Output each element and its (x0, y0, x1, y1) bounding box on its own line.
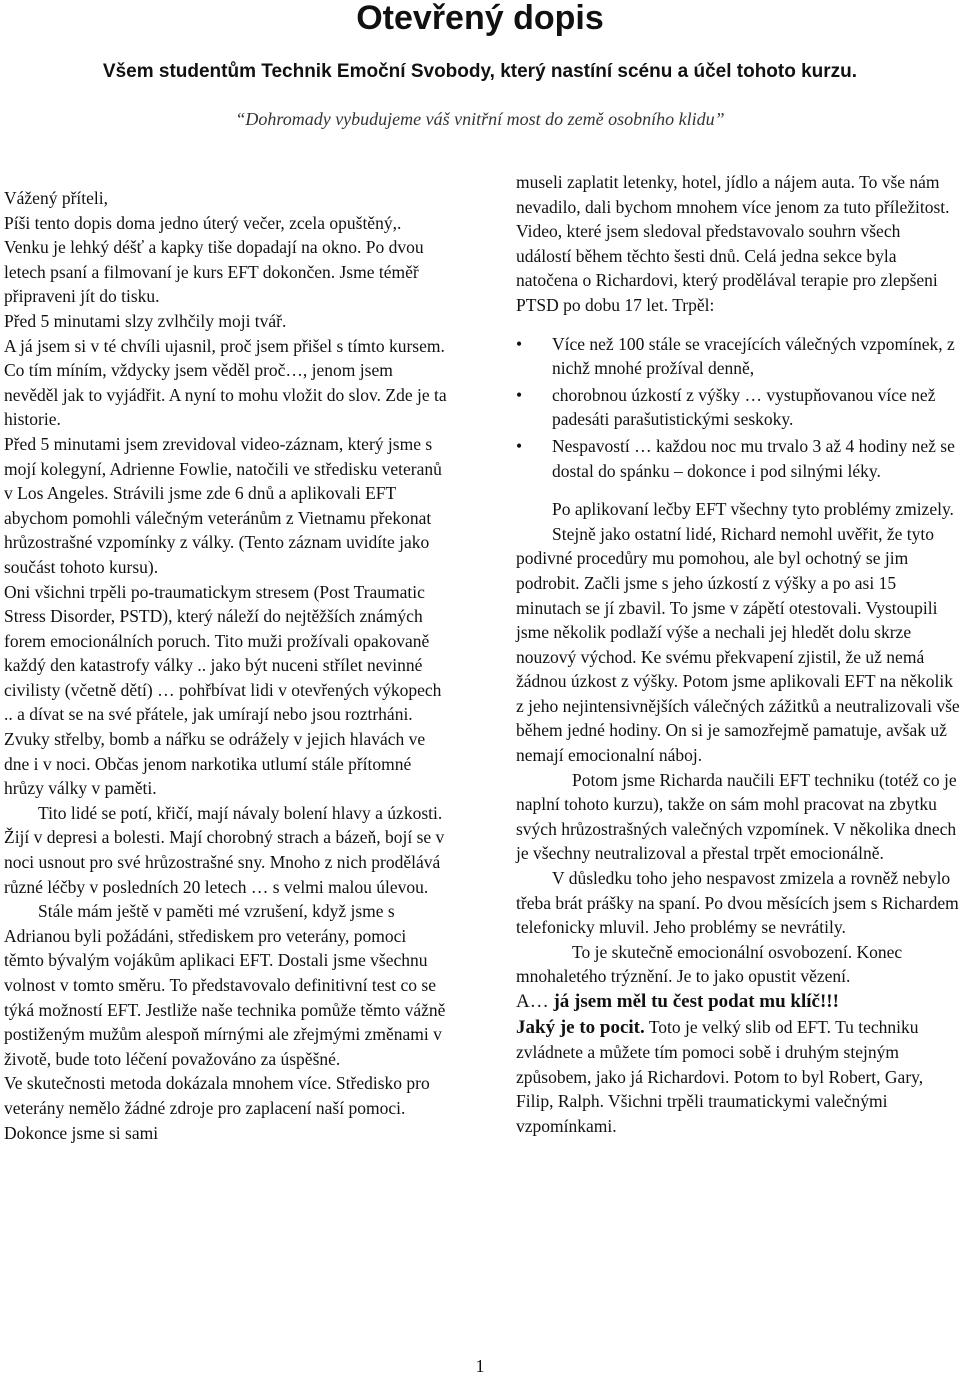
left-column (4, 186, 450, 1145)
list-item-text: Více než 100 stále se vracejících válečných vzpomínek, z nichž mnohé prožíval denně, (552, 333, 955, 379)
paragraph (516, 1015, 960, 1139)
key-statement-bold: já jsem měl tu čest podat mu klíč!!! (553, 991, 839, 1012)
document-subtitle: Všem studentům Technik Emoční Svobody, který nastíní scénu a účel tohoto kurzu. (102, 61, 858, 82)
symptom-list (516, 332, 960, 484)
list-item (516, 434, 960, 483)
bullet-icon: • (516, 333, 523, 354)
list-item-text: chorobnou úzkostí z výšky … vystupňovanou více než padesáti parašutistickými seskoky. (552, 384, 936, 430)
salutation: Vážený příteli, (4, 188, 108, 208)
paragraph: To je skutečně emocionální osvobození. Konec mnohaletého trýznění. Je to jako opustit vězení. (516, 941, 903, 987)
list-item (516, 383, 960, 432)
paragraph: Stejně jako ostatní lidé, Richard nemohl uvěřit, že tyto podivné procedůry mu pomohou, ale byl ochotný se jim podrobit. Začli jsme s jeho úzkostí z výšky a po asi 15 minutach se jí zbavil. To jsme v zápětí otestovali. Vystoupili jsme několik podlaží výše a nechali jej hledět dolu skrze nouzový východ. Ke svému překvapení zjistil, že už nemá žádnou úzkost z výšky. Potom jsme aplikovali EFT na několik z jeho nejintensivnějších válečných zážitků a neutralizovali vše během jedné hodiny. On si je samozřejmě pamatuje, avšak už nemají emocionalní náboj. (516, 523, 960, 766)
motto-quote: “Dohromady vybudujeme váš vnitřní most do země osobního klidu” (235, 109, 725, 129)
paragraph: Před 5 minutami jsem zrevidoval video-záznam, který jsme s mojí kolegyní, Adrienne Fowlie, natočili ve středisku veteranů v Los Angeles. Strávili jsme zde 6 dnů a aplikovali EFT abychom pomohli válečným veteránům z Vietnamu překonat hrůzostrašné vzpomínky z války. (Tento záznam uvidíte jako součást tohoto kursu). (4, 433, 442, 577)
feeling-bold: Jaký je to pocit. (516, 1016, 645, 1038)
document-title: Otevřený dopis (356, 0, 604, 37)
page-number: 1 (475, 1356, 485, 1376)
paragraph-text: Toto je velký slib od EFT. Tu techniku zvládnete a můžete tím pomoci sobě i druhým stejným způsobem, jako já Richardovi. Potom to byl Robert, Gary, Filip, Ralph. Všichni trpěli traumatickymi valečnými vzpomínkami. (516, 1016, 924, 1136)
paragraph: Potom jsme Richarda naučili EFT techniku (totéž co je naplní tohoto kurzu), takže on sám mohl pracovat na zbytku svých hrůzostrašných valečných vzpomínek. V několika dnech je všechny neutralizoval a přestal trpět emocionálně. (516, 769, 957, 864)
paragraph: Stále mám ještě v paměti mé vzrušení, když jsme s Adrianou byli požádáni, střediskem pro veterány, pomoci těmto bývalým vojákům aplikaci EFT. Dostali jsme všechnu volnost v tomto směru. To představovalo definitivní test co se týká možností EFT. Jestliže naše technika pomůže těmto vážně postiženým mužům alespoň mírnými ale zřejmými změnami v životě, bude toto léčení považováno za úspěšné. (4, 901, 446, 1069)
bullet-icon: • (516, 384, 523, 405)
key-statement-lead: A… (516, 991, 554, 1012)
list-item-text: Nespavostí … každou noc mu trvalo 3 až 4 hodiny než se dostal do spánku – dokonce i pod silnými léky. (552, 435, 955, 481)
paragraph: Oni všichni trpěli po-traumatickym stresem (Post Traumatic Stress Disorder, PSTD), který náleží do nejtěžších známých forem emocionálních poruch. Tito muži prožívali opakovaně každý den katastrofy války .. jako být nuceni střílet nevinné civilisty (včetně dětí) … pohřbívat lidi v otevřených výkopech .. a dívat se na své přátele, jak umírají nebo jsou roztrháni. Zvuky střelby, bomb a nářku se odrážely v jejich hlavách ve dne i v noci. Občas jenom narkotika utlumí stále přítomné hrůzy války v paměti. (4, 581, 442, 799)
list-item (516, 332, 960, 381)
paragraph: Píši tento dopis doma jedno úterý večer, zcela opuštěný,. Venku je lehký déšť a kapky tiše dopadají na okno. Po dvou letech psaní a filmovaní je kurs EFT dokončen. Jsme téměř připraveni jít do tisku. (4, 212, 424, 307)
paragraph: Po aplikovaní lečby EFT všechny tyto problémy zmizely. (552, 499, 954, 520)
paragraph: V důsledku toho jeho nespavost zmizela a rovněž nebylo třeba brát prášky na spaní. Po dvou měsících jsem s Richardem telefonicky mluvil. Jeho problémy se nevrátily. (516, 868, 959, 938)
paragraph: Video, které jsem sledoval představovalo souhrn všech událostí během těchto šesti dnů. Celá jedna sekce byla natočena o Richardovi, který prodělával terapie pro zlepšeni PTSD po dobu 17 let. Trpěl: (516, 221, 938, 315)
bullet-icon: • (516, 435, 523, 456)
paragraph: Před 5 minutami slzy zvlhčily moji tvář. (4, 310, 287, 331)
right-column (516, 170, 960, 1139)
key-statement (516, 989, 960, 1015)
paragraph: Tito lidé se potí, křičí, mají návaly bolení hlavy a úzkosti. Žijí v depresi a bolesti. Mají chorobný strach a bázeň, bojí se v noci usnout pro své hrůzostrašné sny. Mnoho z nich prodělává různé léčby v posledních 20 letech … s velmi malou úlevou. (4, 802, 445, 897)
paragraph: A já jsem si v té chvíli ujasnil, proč jsem přišel s tímto kursem. Co tím míním, vždycky jsem věděl proč…, jenom jsem nevěděl jak to vyjádřit. A nyní to mohu vložit do slov. Zde je ta historie. (4, 335, 447, 430)
paragraph: museli zaplatit letenky, hotel, jídlo a nájem auta. To vše nám nevadilo, dali bychom mnohem více jenom za tuto příležitost. (516, 172, 950, 217)
paragraph: Ve skutečnosti metoda dokázala mnohem více. Středisko pro veterány nemělo žádné zdroje pro zaplacení naší pomoci. Dokonce jsme si sami (4, 1073, 430, 1143)
